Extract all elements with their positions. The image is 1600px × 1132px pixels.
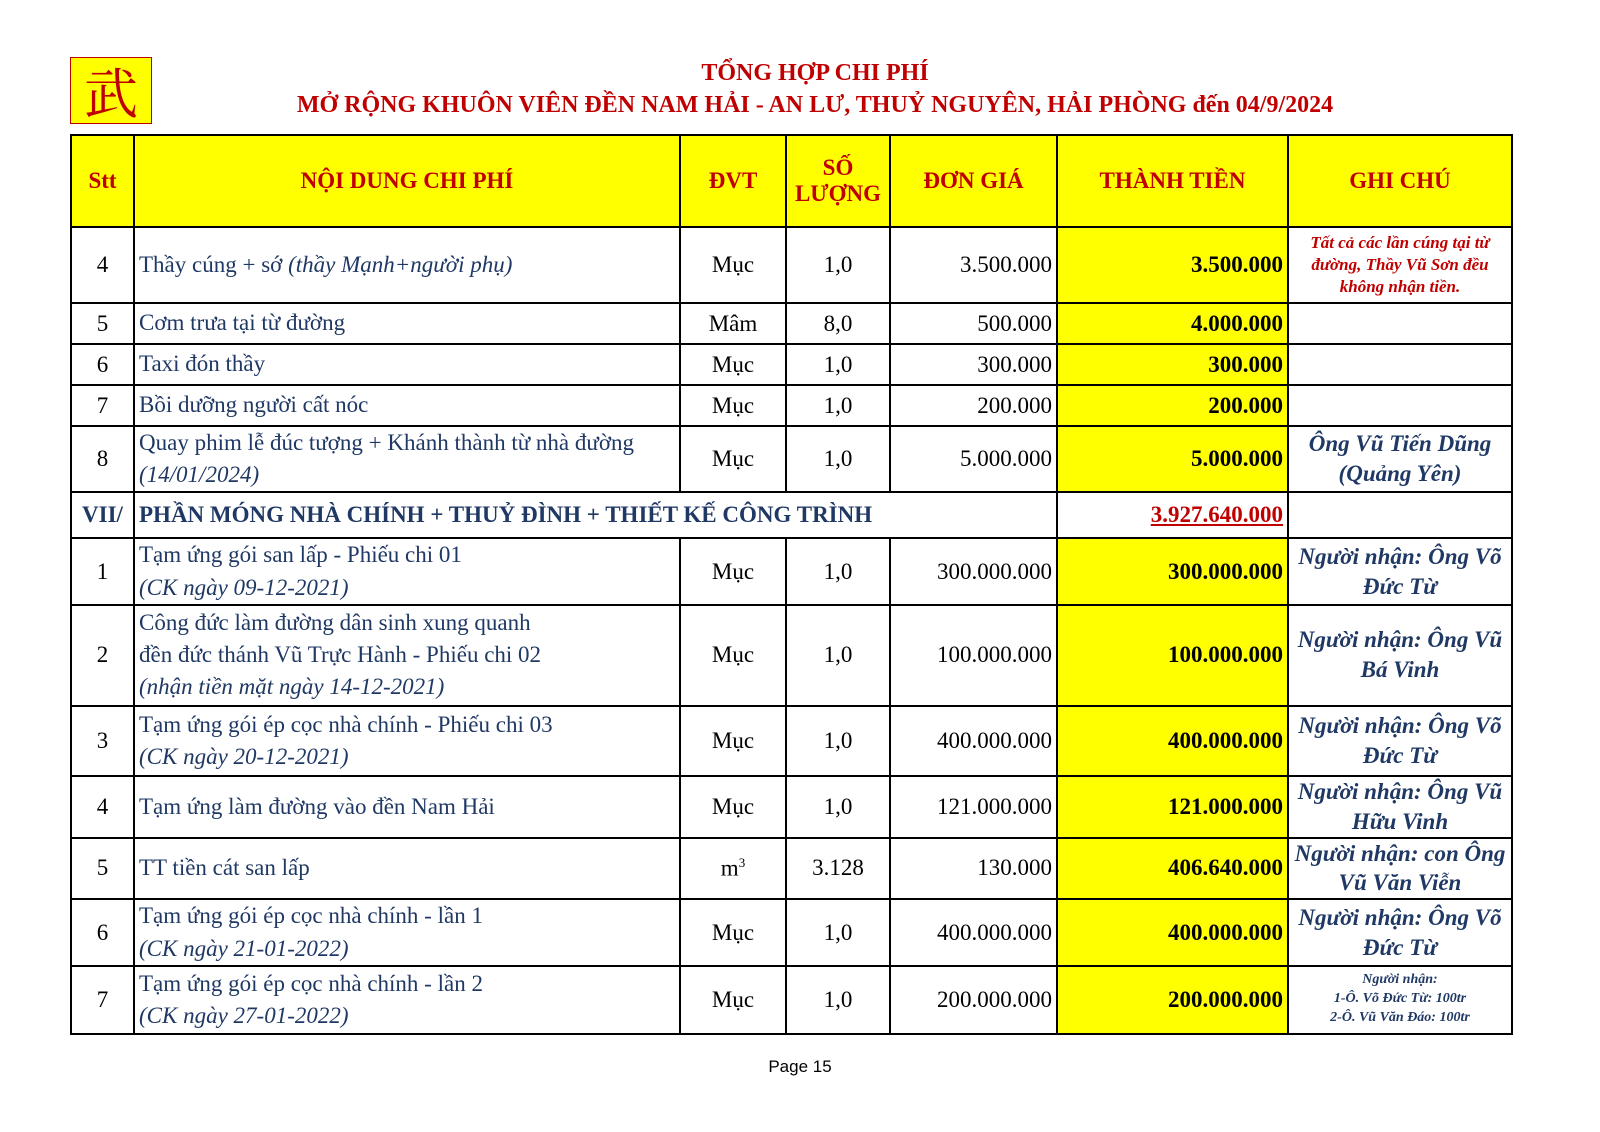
document-subtitle: MỞ RỘNG KHUÔN VIÊN ĐỀN NAM HẢI - AN LƯ, THUỶ NGUYÊN, HẢI PHÒNG đến 04/9/2024 — [296, 92, 1334, 118]
section-stt: VII/ — [71, 492, 134, 538]
table-row — [71, 538, 1512, 604]
description-line: TT tiền cát san lấp — [139, 855, 310, 881]
row-qty: 1,0 — [786, 776, 890, 838]
row-total: 200.000.000 — [1057, 966, 1288, 1034]
description-date: (CK ngày 27-01-2022) — [139, 1002, 349, 1028]
row-unit — [680, 966, 786, 1034]
header-content: NỘI DUNG CHI PHÍ — [134, 135, 680, 227]
row-unit: Mục — [680, 227, 786, 303]
row-stt: 4 — [71, 776, 134, 838]
row-stt: 8 — [71, 426, 134, 492]
note-line: Người nhận: Ông Võ Đức Từ — [1298, 904, 1502, 960]
description-date: (CK ngày 09-12-2021) — [139, 574, 349, 600]
row-note — [1288, 385, 1512, 426]
row-description — [134, 966, 680, 1034]
row-stt: 7 — [71, 385, 134, 426]
row-description — [134, 605, 680, 706]
description-line: Tạm ứng gói ép cọc nhà chính - lần 2 — [139, 970, 483, 996]
row-note — [1288, 344, 1512, 385]
row-note: Tất cả các lần cúng tại từ đường, Thầy Vũ Sơn đều không nhận tiền. — [1288, 227, 1512, 303]
unit-text: Mục — [711, 642, 755, 668]
row-unit — [680, 538, 786, 604]
table-row — [71, 776, 1512, 838]
cost-table — [70, 134, 1513, 1035]
row-stt: 6 — [71, 899, 134, 965]
row-total: 5.000.000 — [1057, 426, 1288, 492]
description-line: Công đức làm đường dân sinh xung quanh — [139, 609, 531, 635]
row-total: 406.640.000 — [1057, 838, 1288, 900]
description-italic: (thầy Mạnh+người phụ) — [288, 251, 513, 277]
description-text: Bồi dưỡng người cất nóc — [139, 392, 369, 418]
table-row — [71, 966, 1512, 1034]
document-title: TỔNG HỢP CHI PHÍ — [701, 60, 929, 86]
row-stt: 1 — [71, 538, 134, 604]
description-line: Tạm ứng gói san lấp - Phiếu chi 01 — [139, 542, 462, 568]
row-qty: 1,0 — [786, 385, 890, 426]
note-line: Người nhận: — [1362, 972, 1438, 988]
row-stt: 3 — [71, 706, 134, 776]
row-qty: 1,0 — [786, 899, 890, 965]
row-qty: 1,0 — [786, 605, 890, 706]
row-unit: Mục — [680, 344, 786, 385]
description-text: Taxi đón thầy — [139, 351, 266, 377]
header-qty: SỐ LƯỢNG — [786, 135, 890, 227]
row-price: 5.000.000 — [890, 426, 1057, 492]
section-total: 3.927.640.000 — [1057, 492, 1288, 538]
row-unit — [680, 776, 786, 838]
header-row — [71, 135, 1512, 227]
row-unit: Mục — [680, 426, 786, 492]
table-row — [71, 706, 1512, 776]
row-description — [134, 838, 680, 900]
note-line: Người nhận: Ông Võ Đức Từ — [1298, 712, 1502, 768]
row-unit: Mục — [680, 385, 786, 426]
row-description — [134, 303, 680, 344]
row-price: 100.000.000 — [890, 605, 1057, 706]
row-description — [134, 227, 680, 303]
description-line: đền đức thánh Vũ Trực Hành - Phiếu chi 02 — [139, 642, 542, 668]
note-line: Người nhận: Ông Vũ Hữu Vinh — [1297, 778, 1503, 834]
row-description — [134, 899, 680, 965]
section-row — [71, 492, 1512, 538]
row-note — [1288, 538, 1512, 604]
row-price: 400.000.000 — [890, 899, 1057, 965]
row-price: 300.000.000 — [890, 538, 1057, 604]
description-line: Tạm ứng làm đường vào đền Nam Hải — [139, 793, 495, 819]
row-note — [1288, 966, 1512, 1034]
unit-text: Mục — [711, 727, 755, 753]
unit-text: Mục — [711, 793, 755, 819]
note-line: 1-Ô. Võ Đức Từ: 100tr — [1333, 991, 1467, 1007]
description-italic: (14/01/2024) — [139, 462, 260, 488]
row-price: 400.000.000 — [890, 706, 1057, 776]
note-line: Người nhận: con Ông Vũ Văn Viễn — [1294, 840, 1506, 896]
row-total: 300.000.000 — [1057, 538, 1288, 604]
row-total: 3.500.000 — [1057, 227, 1288, 303]
row-note — [1288, 706, 1512, 776]
row-qty: 8,0 — [786, 303, 890, 344]
row-unit — [680, 899, 786, 965]
row-stt: 2 — [71, 605, 134, 706]
row-qty: 1,0 — [786, 344, 890, 385]
description-text: Thầy cúng + sớ — [139, 251, 289, 277]
row-price: 3.500.000 — [890, 227, 1057, 303]
unit-text: Mục — [711, 919, 755, 945]
unit-text: Mục — [711, 986, 755, 1012]
row-qty: 1,0 — [786, 227, 890, 303]
row-unit — [680, 706, 786, 776]
row-price: 121.000.000 — [890, 776, 1057, 838]
row-unit — [680, 838, 786, 900]
row-description — [134, 344, 680, 385]
header-price: ĐƠN GIÁ — [890, 135, 1057, 227]
table-row — [71, 303, 1512, 344]
row-note — [1288, 776, 1512, 838]
row-unit — [680, 605, 786, 706]
row-qty: 1,0 — [786, 706, 890, 776]
description-text: Cơm trưa tại từ đường — [139, 310, 346, 336]
section-note — [1288, 492, 1512, 538]
page-number: Page 15 — [768, 1057, 832, 1076]
row-note: Ông Vũ Tiến Dũng (Quảng Yên) — [1288, 426, 1512, 492]
row-total: 400.000.000 — [1057, 899, 1288, 965]
unit-text: Mục — [711, 558, 755, 584]
description-date: (nhận tiền mặt ngày 14-12-2021) — [139, 674, 445, 700]
row-stt: 5 — [71, 838, 134, 900]
table-row — [71, 344, 1512, 385]
row-stt: 5 — [71, 303, 134, 344]
row-qty: 1,0 — [786, 966, 890, 1034]
row-note — [1288, 303, 1512, 344]
header-note: GHI CHÚ — [1288, 135, 1512, 227]
row-description — [134, 426, 680, 492]
header-stt: Stt — [71, 135, 134, 227]
table-row — [71, 426, 1512, 492]
row-total: 121.000.000 — [1057, 776, 1288, 838]
row-price: 300.000 — [890, 344, 1057, 385]
row-stt: 7 — [71, 966, 134, 1034]
header-total: THÀNH TIỀN — [1057, 135, 1288, 227]
row-stt: 6 — [71, 344, 134, 385]
table-row — [71, 838, 1512, 900]
row-unit: Mâm — [680, 303, 786, 344]
row-price: 130.000 — [890, 838, 1057, 900]
unit-text: m — [720, 855, 739, 881]
header-unit: ĐVT — [680, 135, 786, 227]
note-line: Người nhận: Ông Võ Đức Từ — [1298, 543, 1502, 599]
row-total: 200.000 — [1057, 385, 1288, 426]
row-qty: 1,0 — [786, 538, 890, 604]
row-price: 200.000.000 — [890, 966, 1057, 1034]
row-note — [1288, 899, 1512, 965]
row-price: 500.000 — [890, 303, 1057, 344]
row-note — [1288, 838, 1512, 900]
section-title: PHẦN MÓNG NHÀ CHÍNH + THUỶ ĐÌNH + THIẾT KẾ CÔNG TRÌNH — [134, 492, 1057, 538]
row-description — [134, 538, 680, 604]
row-price: 200.000 — [890, 385, 1057, 426]
row-total: 400.000.000 — [1057, 706, 1288, 776]
table-row — [71, 227, 1512, 303]
description-line: Tạm ứng gói ép cọc nhà chính - lần 1 — [139, 903, 483, 929]
row-note — [1288, 605, 1512, 706]
table-row — [71, 605, 1512, 706]
logo-seal: 武 — [70, 57, 152, 124]
description-date: (CK ngày 21-01-2022) — [139, 935, 349, 961]
description-text: Quay phim lễ đúc tượng + Khánh thành từ nhà đường — [139, 430, 635, 455]
row-description — [134, 776, 680, 838]
row-total: 4.000.000 — [1057, 303, 1288, 344]
row-total: 300.000 — [1057, 344, 1288, 385]
row-description — [134, 385, 680, 426]
note-line: 2-Ô. Vũ Văn Đáo: 100tr — [1330, 1010, 1470, 1026]
description-date: (CK ngày 20-12-2021) — [139, 743, 349, 769]
row-qty: 1,0 — [786, 426, 890, 492]
row-stt: 4 — [71, 227, 134, 303]
table-row — [71, 385, 1512, 426]
row-total: 100.000.000 — [1057, 605, 1288, 706]
table-row — [71, 899, 1512, 965]
note-line: Người nhận: Ông Vũ Bá Vinh — [1297, 627, 1503, 683]
row-description — [134, 706, 680, 776]
description-line: Tạm ứng gói ép cọc nhà chính - Phiếu chi 03 — [139, 711, 553, 737]
unit-exponent: 3 — [738, 855, 746, 871]
row-qty: 3.128 — [786, 838, 890, 900]
